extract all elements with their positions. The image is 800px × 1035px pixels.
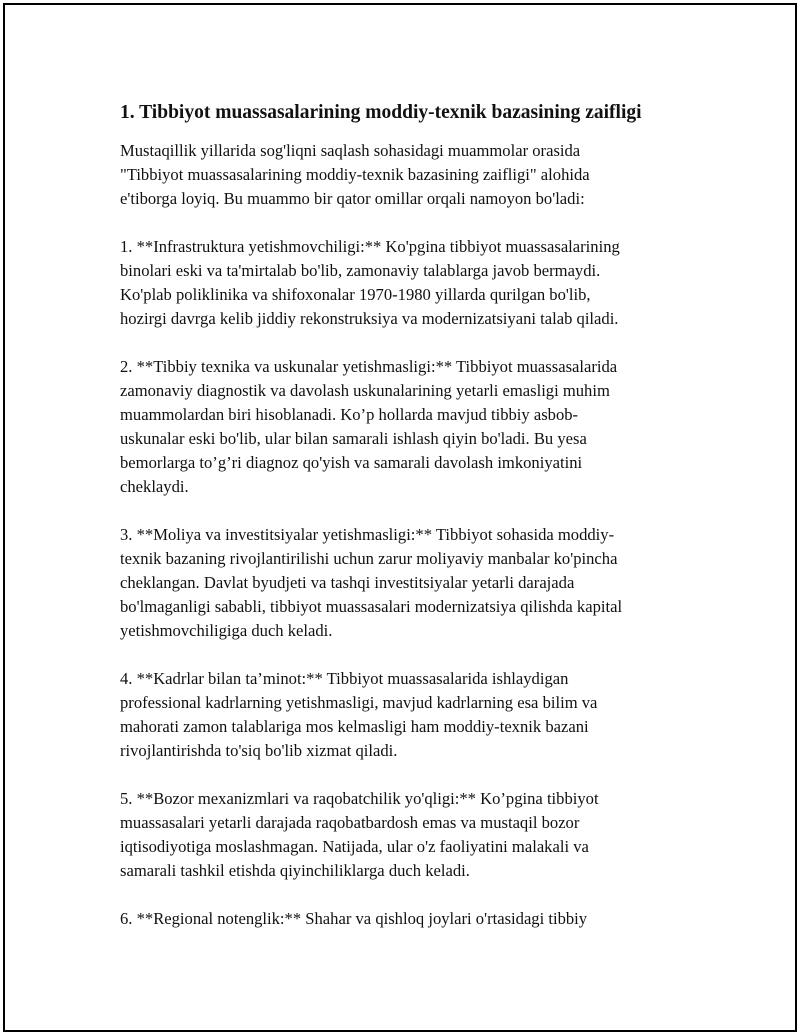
paragraph-line: yetishmovchiligiga duch keladi. (120, 621, 333, 640)
paragraph-line: e'tiborga loyiq. Bu muammo bir qator omillar orqali namoyon bo'ladi: (120, 189, 585, 208)
paragraph-line: texnik bazaning rivojlantirilishi uchun zarur moliyaviy manbalar ko'pincha (120, 549, 618, 568)
paragraph-line: samarali tashkil etishda qiyinchiliklarga duch keladi. (120, 861, 470, 880)
paragraph-line: 5. **Bozor mexanizmlari va raqobatchilik yo'qligi:** Ko’pgina tibbiyot (120, 789, 599, 808)
paragraph-line: binolari eski va ta'mirtalab bo'lib, zamonaviy talablarga javob bermaydi. (120, 261, 601, 280)
paragraph-line: muassasalari yetarli darajada raqobatbardosh emas va mustaqil bozor (120, 813, 580, 832)
item-market-paragraph (120, 787, 690, 883)
paragraph-line: 3. **Moliya va investitsiyalar yetishmasligi:** Tibbiyot sohasida moddiy- (120, 525, 615, 544)
paragraph-line: bo'lmaganligi sababli, tibbiyot muassasalari modernizatsiya qilishda kapital (120, 597, 623, 616)
item-regional-paragraph (120, 907, 690, 931)
paragraph-line: iqtisodiyotiga moslashmagan. Natijada, ular o'z faoliyatini malakali va (120, 837, 589, 856)
item-staffing-paragraph (120, 667, 690, 763)
paragraph-line: bemorlarga to’g’ri diagnoz qo'yish va samarali davolash imkoniyatini (120, 453, 583, 472)
document-heading: 1. Tibbiyot muassasalarining moddiy-texnik bazasining zaifligi (120, 102, 642, 123)
paragraph-line: Ko'plab poliklinika va shifoxonalar 1970-1980 yillarda qurilgan bo'lib, (120, 285, 591, 304)
intro-paragraph (120, 139, 690, 211)
paragraph-line: uskunalar eski bo'lib, ular bilan samarali ishlash qiyin bo'ladi. Bu yesa (120, 429, 587, 448)
item-finance-paragraph (120, 523, 690, 643)
paragraph-line: mahorati zamon talablariga mos kelmasligi ham moddiy-texnik bazani (120, 717, 589, 736)
document-body (120, 101, 690, 955)
paragraph-line: 6. **Regional notenglik:** Shahar va qishloq joylari o'rtasidagi tibbiy (120, 909, 588, 928)
paragraph-line: 1. **Infrastruktura yetishmovchiligi:** Ko'pgina tibbiyot muassasalarining (120, 237, 620, 256)
paragraph-line: Mustaqillik yillarida sog'liqni saqlash sohasidagi muammolar orasida (120, 141, 581, 160)
paragraph-line: muammolardan biri hisoblanadi. Ko’p hollarda mavjud tibbiy asbob- (120, 405, 579, 424)
paragraph-line: 2. **Tibbiy texnika va uskunalar yetishmasligi:** Tibbiyot muassasalarida (120, 357, 618, 376)
paragraph-line: hozirgi davrga kelib jiddiy rekonstruksiya va modernizatsiyani talab qiladi. (120, 309, 619, 328)
paragraph-line: cheklaydi. (120, 477, 189, 496)
paragraph-line: 4. **Kadrlar bilan ta’minot:** Tibbiyot muassasalarida ishlaydigan (120, 669, 569, 688)
paragraph-line: professional kadrlarning yetishmasligi, mavjud kadrlarning esa bilim va (120, 693, 598, 712)
paragraph-line: cheklangan. Davlat byudjeti va tashqi investitsiyalar yetarli darajada (120, 573, 575, 592)
paragraph-line: rivojlantirishda to'siq bo'lib xizmat qiladi. (120, 741, 398, 760)
paragraph-line: "Tibbiyot muassasalarining moddiy-texnik bazasining zaifligi" alohida (120, 165, 590, 184)
paragraph-line: zamonaviy diagnostik va davolash uskunalarining yetarli emasligi muhim (120, 381, 610, 400)
document-page (3, 3, 797, 1032)
item-infrastructure-paragraph (120, 235, 690, 331)
item-equipment-paragraph (120, 355, 690, 499)
